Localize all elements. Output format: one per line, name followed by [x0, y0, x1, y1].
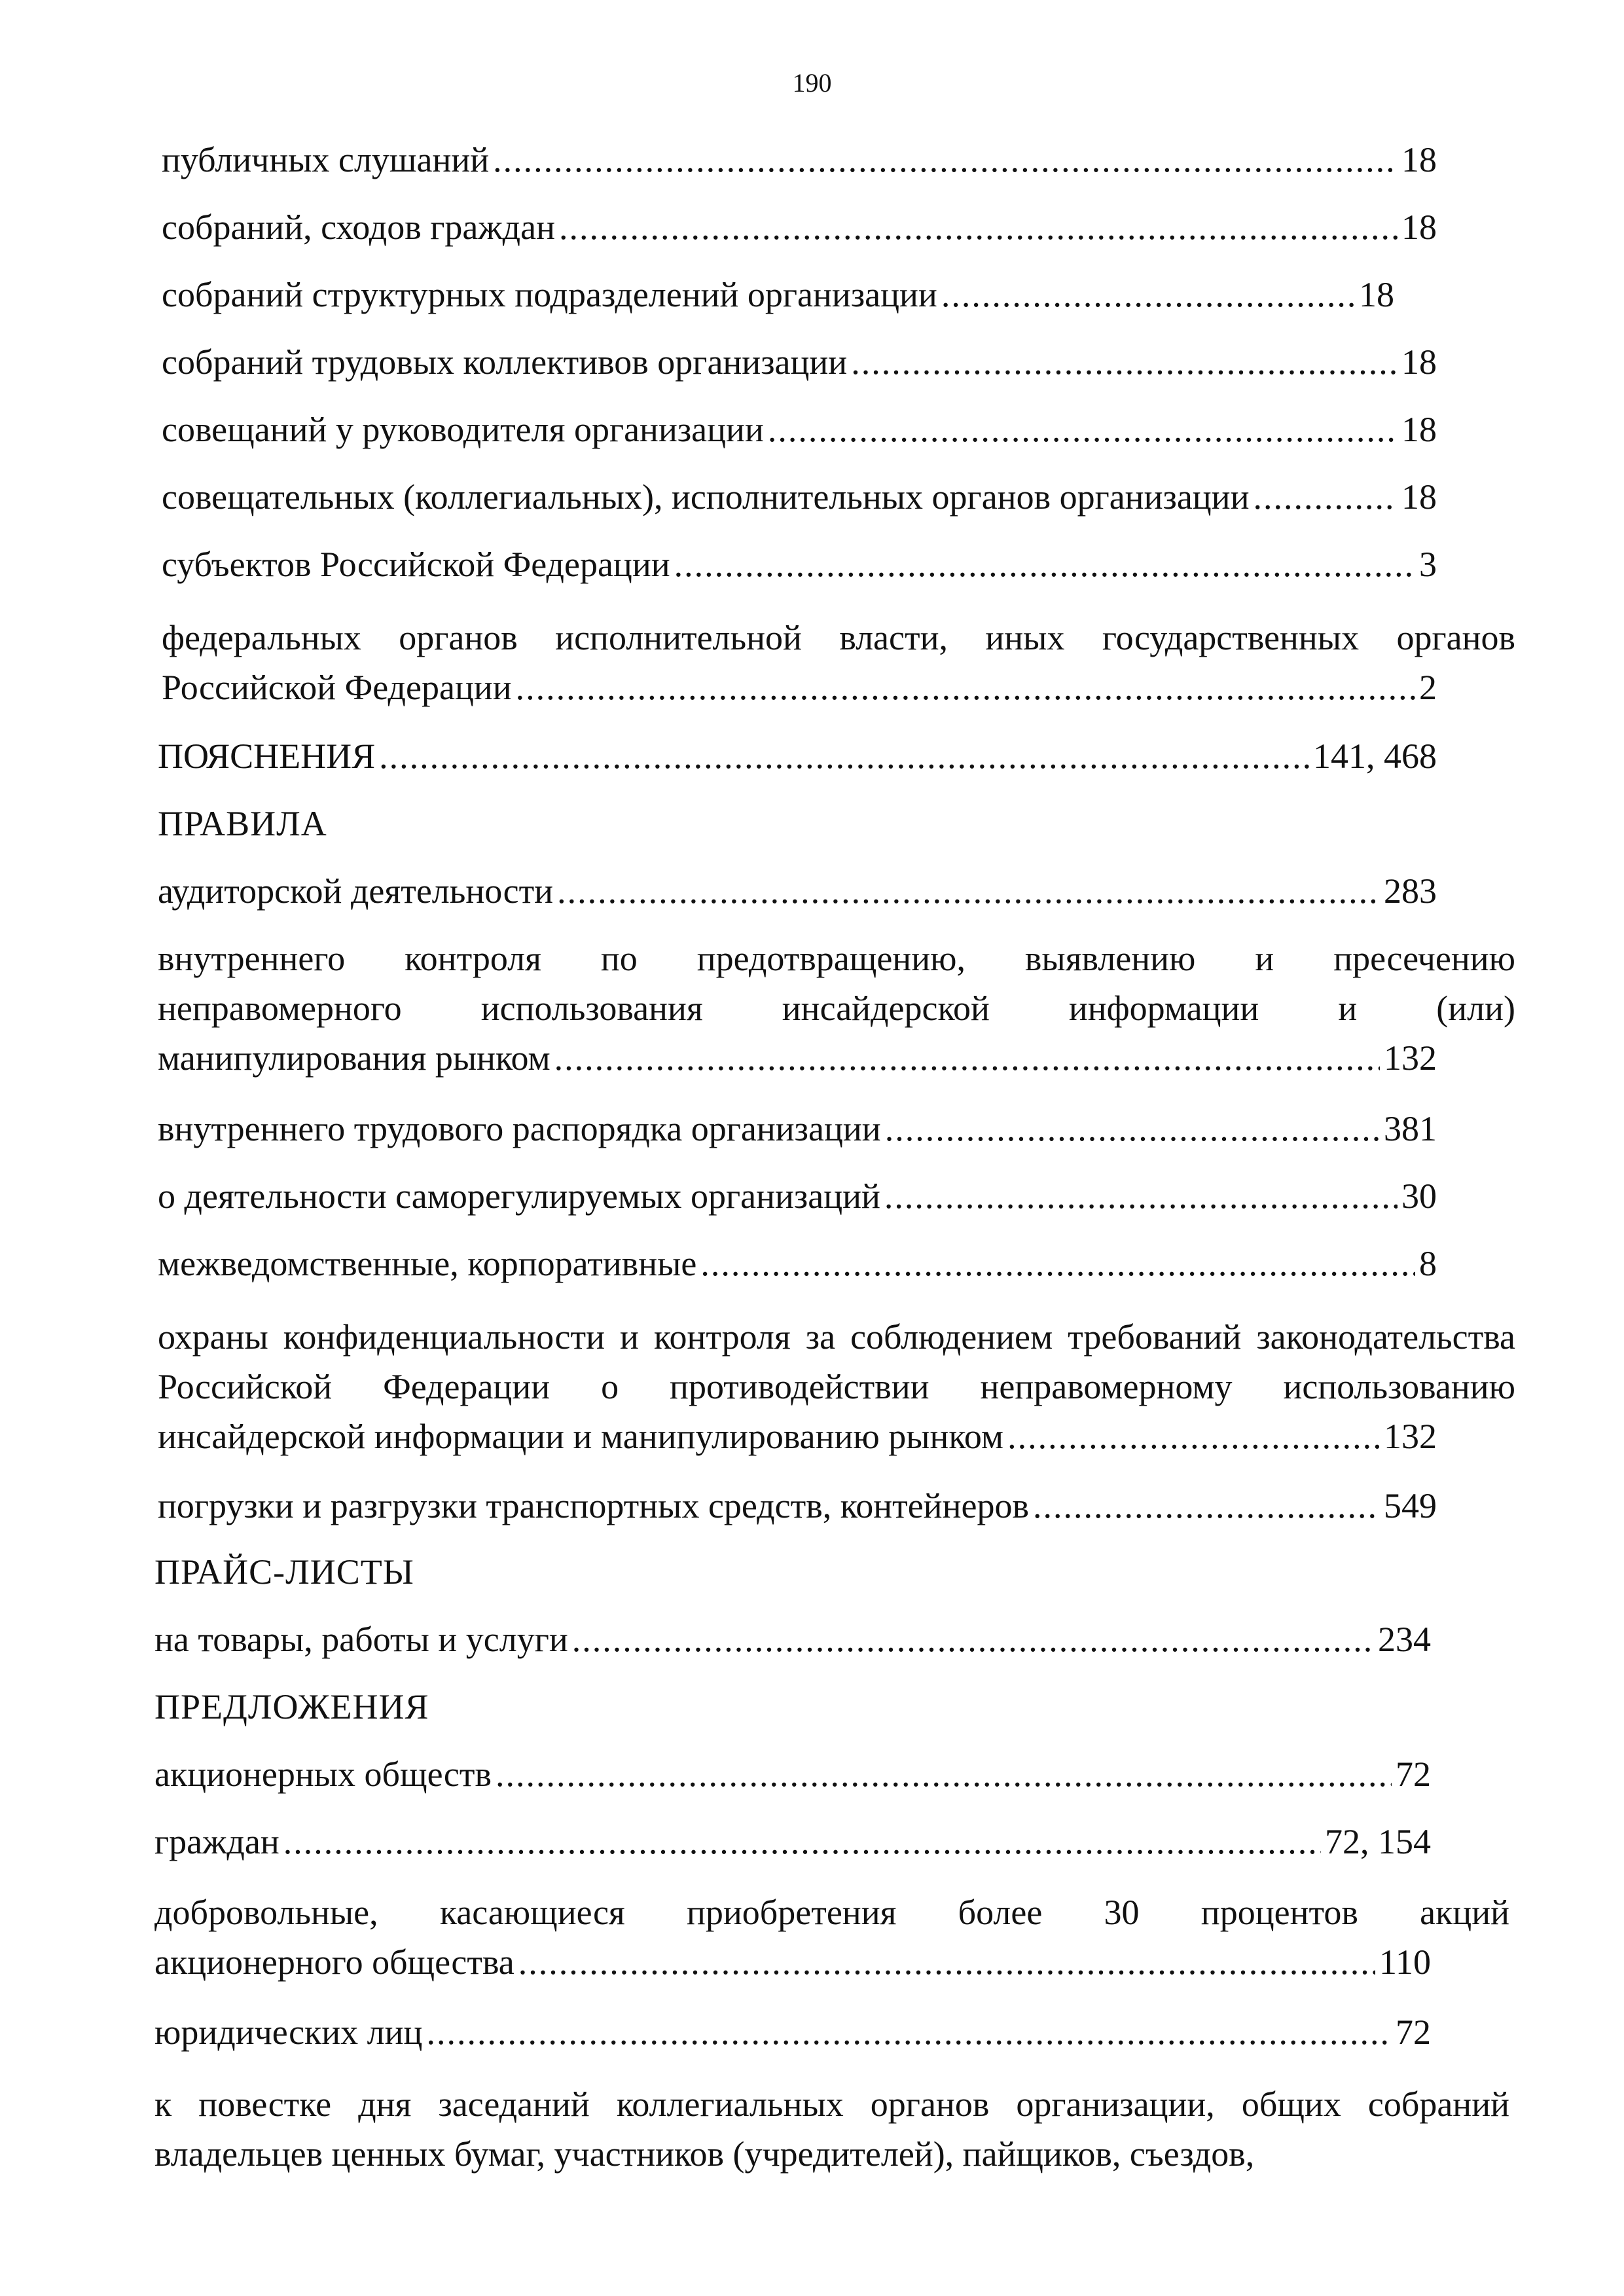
entry-label: собраний структурных подразделений организации: [162, 275, 937, 314]
entry-label: манипулирования рынком: [158, 1038, 550, 1078]
entry-page: 72: [1396, 2013, 1431, 2052]
entry-page: 3: [1419, 545, 1437, 584]
index-entry: [162, 405, 1437, 454]
leader-dots: [283, 1817, 1321, 1867]
entry-page: 283: [1384, 871, 1437, 911]
index-entry: [154, 1937, 1431, 1987]
entry-page: 234: [1378, 1620, 1431, 1659]
index-entry-line: охраны конфиденциальности и контроля за соблюдением требований законодательства: [158, 1317, 1515, 1357]
entry-page: 110: [1379, 1942, 1431, 1982]
leader-dots: [700, 1239, 1415, 1288]
entry-page: 18: [1401, 342, 1437, 382]
section-heading: ПРЕДЛОЖЕНИЯ: [154, 1687, 429, 1726]
section-heading: ПРАВИЛА: [158, 804, 327, 843]
index-entry-line: внутреннего контроля по предотвращению, выявлению и пресечению: [158, 939, 1515, 978]
index-entry: [158, 1481, 1437, 1531]
index-entry: [154, 2007, 1431, 2057]
leader-dots: [554, 1033, 1380, 1083]
section-heading: ПРАЙС-ЛИСТЫ: [154, 1552, 414, 1592]
entry-label: совещательных (коллегиальных), исполнительных органов организации: [162, 477, 1250, 517]
leader-dots: [1007, 1412, 1380, 1461]
index-entry: [158, 1104, 1437, 1154]
entry-label: межведомственные, корпоративные: [158, 1244, 697, 1283]
leader-dots: [379, 731, 1309, 781]
index-entry: [158, 866, 1437, 916]
leader-dots: [516, 663, 1415, 712]
entry-page: 18: [1401, 410, 1437, 449]
index-entry: [158, 1412, 1437, 1461]
index-entry: [162, 472, 1437, 522]
index-entry: [158, 1033, 1437, 1083]
entry-label: Российской Федерации: [162, 668, 512, 707]
entry-label: на товары, работы и услуги: [154, 1620, 568, 1659]
index-entry-line: неправомерного использования инсайдерской информации и (или): [158, 989, 1515, 1028]
leader-dots: [1033, 1481, 1380, 1531]
index-entry: [154, 1614, 1431, 1664]
entry-page: 132: [1384, 1417, 1437, 1456]
entry-label: аудиторской деятельности: [158, 871, 554, 911]
leader-dots: [768, 405, 1398, 454]
index-entry: [158, 1239, 1437, 1288]
leader-dots: [557, 866, 1380, 916]
index-entry: [158, 1171, 1437, 1221]
index-entry: [162, 539, 1437, 589]
entry-page: 72: [1396, 1755, 1431, 1794]
entry-label: совещаний у руководителя организации: [162, 410, 764, 449]
index-entry-line: добровольные, касающиеся приобретения более 30 процентов акций: [154, 1893, 1509, 1932]
entry-label: граждан: [154, 1822, 280, 1861]
index-entry: [162, 663, 1437, 712]
entry-label: погрузки и разгрузки транспортных средств, контейнеров: [158, 1486, 1029, 1525]
entry-page: 132: [1384, 1038, 1437, 1078]
leader-dots: [572, 1614, 1374, 1664]
index-entry: [162, 337, 1437, 387]
entry-page: 8: [1419, 1244, 1437, 1283]
index-entry-line: Российской Федерации о противодействии неправомерному использованию: [158, 1367, 1515, 1406]
entry-label: акционерного общества: [154, 1942, 514, 1982]
entry-page: 549: [1384, 1486, 1437, 1525]
entry-page: 18: [1401, 140, 1437, 179]
entry-page: 72, 154: [1325, 1822, 1431, 1861]
entry-label: публичных слушаний: [162, 140, 490, 179]
entry-page: 18: [1401, 208, 1437, 247]
page-number: 190: [792, 68, 832, 98]
leader-dots: [426, 2007, 1392, 2057]
leader-dots: [884, 1171, 1398, 1221]
index-entry: [162, 270, 1394, 319]
index-entry-line: к повестке дня заседаний коллегиальных органов организации, общих собраний: [154, 2085, 1509, 2124]
entry-label: акционерных обществ: [154, 1755, 492, 1794]
entry-label: о деятельности саморегулируемых организаций: [158, 1176, 880, 1216]
entry-page: 381: [1384, 1109, 1437, 1148]
entry-label: собраний трудовых коллективов организации: [162, 342, 848, 382]
entry-page: 30: [1401, 1176, 1437, 1216]
entry-page: 141, 468: [1313, 737, 1437, 776]
index-entry-heading: [158, 731, 1437, 781]
entry-label: инсайдерской информации и манипулированию рынком: [158, 1417, 1004, 1456]
entry-label: субъектов Российской Федерации: [162, 545, 670, 584]
entry-label: юридических лиц: [154, 2013, 423, 2052]
leader-dots: [851, 337, 1398, 387]
entry-label: ПОЯСНЕНИЯ: [158, 737, 376, 776]
leader-dots: [518, 1937, 1375, 1987]
index-entry-line: федеральных органов исполнительной власти, иных государственных органов: [162, 618, 1515, 657]
leader-dots: [493, 135, 1398, 185]
entry-label: внутреннего трудового распорядка организации: [158, 1109, 881, 1148]
entry-page: 18: [1359, 275, 1394, 314]
entry-page: 2: [1419, 668, 1437, 707]
index-entry: [154, 1749, 1431, 1799]
entry-label: собраний, сходов граждан: [162, 208, 555, 247]
entry-page: 18: [1401, 477, 1437, 517]
leader-dots: [674, 539, 1415, 589]
leader-dots: [885, 1104, 1380, 1154]
leader-dots: [1253, 472, 1398, 522]
index-entry: [154, 1817, 1431, 1867]
leader-dots: [496, 1749, 1392, 1799]
index-entry-line: владельцев ценных бумаг, участников (учредителей), пайщиков, съездов,: [154, 2134, 1255, 2174]
leader-dots: [941, 270, 1355, 319]
index-entry: [162, 135, 1437, 185]
leader-dots: [559, 202, 1398, 252]
index-entry: [162, 202, 1437, 252]
